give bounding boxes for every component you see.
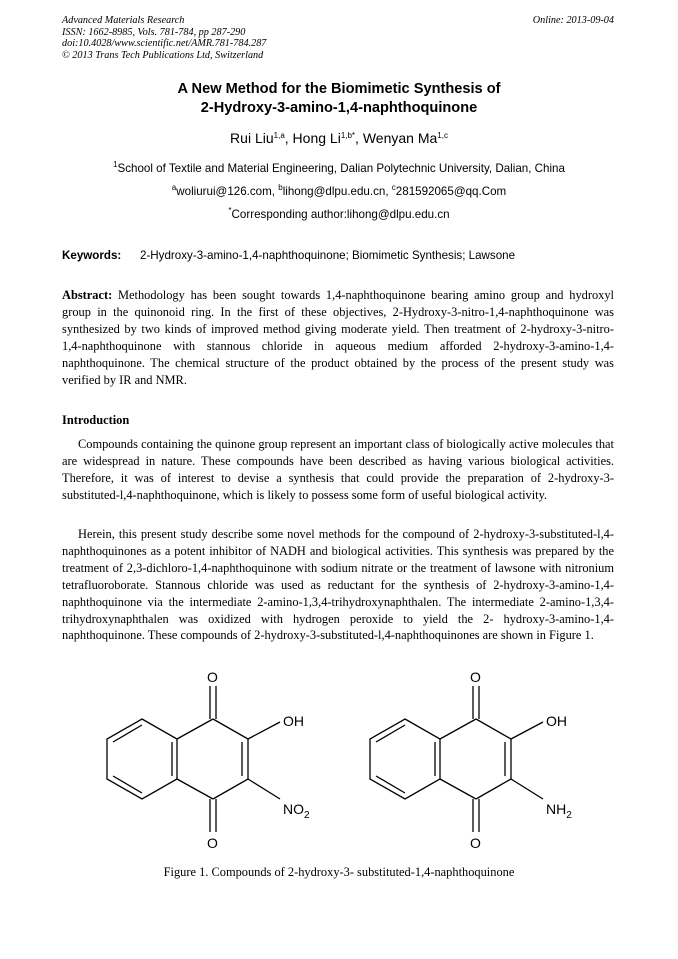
intro-paragraph-1: Compounds containing the quinone group represent an important class of biologically active molecules that are widespread in nature. These compounds have been described as having various biological activities. Therefore, it was of interest to devise a synthesis that could provide the preparation of 2-hydroxy-3-substituted-l,4-naphthoquinone, which is likely to possess some form of useful biological activity. — [62, 437, 614, 502]
compound-2-hydroxyl: OH — [546, 713, 567, 729]
section-heading-introduction: Introduction — [62, 413, 130, 427]
abstract — [62, 287, 614, 388]
email-link[interactable]: woliurui@126.com, — [176, 185, 279, 198]
chemical-structures — [80, 664, 600, 864]
compound-1-bottom-oxygen: O — [207, 835, 218, 851]
journal-header — [62, 15, 614, 61]
compound-2-top-oxygen: O — [470, 669, 481, 685]
paper-title — [0, 80, 678, 118]
author-name: Wenyan Ma — [362, 130, 438, 146]
corresponding-author — [0, 208, 678, 221]
email-sup: a — [171, 183, 177, 192]
journal-copyright: © 2013 Trans Tech Publications Ltd, Switzerland — [62, 49, 264, 61]
compound-2-bottom-oxygen: O — [470, 835, 481, 851]
journal-issn: ISSN: 1662-8985, Vols. 781-784, pp 287-290 — [62, 26, 246, 38]
intro-paragraph-2: Herein, this present study describe some novel methods for the compound of 2-hydroxy-3-substituted-l,4-naphthoquinones as a potent inhibitor of NADH and biological activities. This synthesis was prepared by the treatment of 2,3-dichloro-1,4-naphthoquinone with sodium nitrate or the treatment of lawsone with nitronium tetrafluoroborate. Stannous chloride was used as reductant for the synthesis of 2-hydroxy-3-amino-1,4-naphthoquinone via the intermediate 2-amino-1,3,4-trihydroxynaphthalen. The intermediate 2-amino-1,3,4-trihydroxynaphthalen was oxidized with hydrogen peroxide to yield the 2- hydroxy-3-amino-1,4-naphthoquinone. These compounds of 2-hydroxy-3-substituted-l,4-naphthoquinones are shown in Figure 1. — [62, 527, 614, 643]
author-sep: , — [355, 130, 363, 146]
compound-1-hydroxyl: OH — [283, 713, 304, 729]
author-name: Rui Liu — [230, 130, 274, 146]
keywords — [62, 249, 622, 262]
title-line-1: A New Method for the Biomimetic Synthesis of — [177, 81, 501, 97]
abstract-label: Abstract: — [62, 288, 113, 302]
author-list — [0, 130, 678, 146]
compound-2-amino-main: NH — [546, 801, 567, 817]
journal-doi: doi:10.4028/www.scientific.net/AMR.781-784.287 — [62, 38, 267, 50]
affiliation-text: School of Textile and Material Engineering, Dalian Polytechnic University, Dalian, China — [117, 162, 565, 175]
figure-1-caption: Figure 1. Compounds of 2-hydroxy-3- substituted-1,4-naphthoquinone — [163, 865, 515, 879]
author-sup: 1,a — [273, 131, 285, 140]
compound-1-structure — [107, 686, 280, 832]
corresponding-sup: * — [228, 206, 232, 215]
abstract-text: Methodology has been sought towards 1,4-naphthoquinone bearing amino group and hydroxyl group in the quinonoid ring. In the first of these objectives, 2-Hydroxy-3-nitro-1,4-naphthoquinone was synthesized by two kinds of improved method giving moderate yield. Then treatment of 2-hydroxy-3-nitro-1,4-naphthoquinone with stannous chloride in aqueous medium afforded 2-hydroxy-3-amino-1,4-naphthoquinone. The chemical structure of the product obtained by the process of the present study was verified by IR and NMR. — [62, 288, 614, 387]
keywords-text: 2-Hydroxy-3-amino-1,4-naphthoquinone; Biomimetic Synthesis; Lawsone — [140, 249, 516, 262]
compound-2-amino — [546, 801, 572, 821]
title-line-2: 2-Hydroxy-3-amino-1,4-naphthoquinone — [200, 100, 478, 116]
figure-1 — [80, 664, 600, 864]
author-name: Hong Li — [292, 130, 341, 146]
corresponding-text[interactable]: Corresponding author:lihong@dlpu.edu.cn — [231, 208, 450, 221]
email-sup: b — [278, 183, 283, 192]
compound-1-nitro — [283, 801, 310, 821]
author-sup: 1,b* — [340, 131, 356, 140]
email-link[interactable]: lihong@dlpu.edu.cn, — [282, 185, 392, 198]
author-sep: , — [284, 130, 293, 146]
email-link[interactable]: 281592065@qq.Com — [395, 185, 507, 198]
compound-1-nitro-main: NO — [283, 801, 304, 817]
author-sup: 1,c — [437, 131, 448, 140]
email-sup: c — [391, 183, 396, 192]
compound-1-nitro-index: 2 — [304, 810, 310, 821]
compound-2-structure — [370, 686, 543, 832]
affiliation-sup: 1 — [113, 160, 118, 169]
compound-1-top-oxygen: O — [207, 669, 218, 685]
online-date: Online: 2013-09-04 — [532, 15, 614, 26]
author-emails — [0, 185, 678, 198]
keywords-label: Keywords: — [62, 249, 122, 262]
compound-2-amino-index: 2 — [566, 810, 572, 821]
journal-name: Advanced Materials Research — [62, 15, 185, 26]
affiliation — [0, 162, 678, 175]
